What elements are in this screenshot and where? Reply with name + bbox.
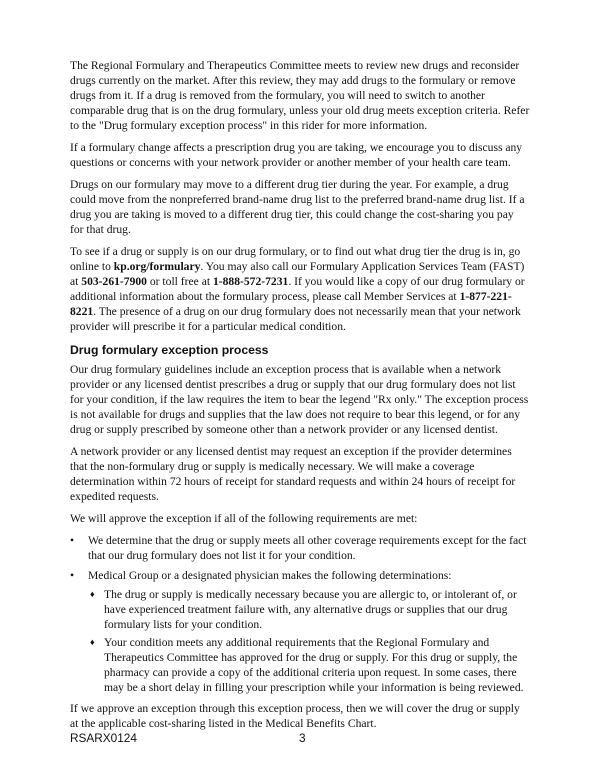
contact-text-2: . You may also call our Formulary Application Services Team (FAST) at (70, 260, 525, 288)
member-services-phone-number: 1-877-221-8221 (70, 290, 512, 318)
diamond-bullet-icon: ♦ (90, 589, 95, 599)
toll-free-phone-number: 1-888-572-7231 (212, 275, 289, 288)
bullet-icon: • (70, 534, 75, 547)
list-item (70, 533, 530, 563)
contact-text-1: To see if a drug or supply is on our drug formulary, or to find out what drug tier the drug is in, go online to (70, 245, 521, 273)
document-body (70, 58, 530, 738)
paragraph-exception-guidelines: Our drug formulary guidelines include an exception process that is available when a network provider or any licensed dentist prescribes a drug or supply that our drug formulary does not list for your condition, if the law requires the item to bear the legend "Rx only." The exception process is not available for drugs and supplies that the law does not require to bear this legend, or for any drug or supply prescribed by someone other than a network provider or any licensed dentist. (70, 363, 529, 436)
paragraph-committee-review: The Regional Formulary and Therapeutics Committee meets to review new drugs and reconsider drugs currently on the market. After this review, they may add drugs to the formulary or remove drugs from it. If a drug is removed from the formulary, you will need to switch to another comparable drug that is on the drug formulary, unless your old drug meets exception criteria. Refer to the "Drug formulary exception process" in this rider for more information. (70, 59, 530, 132)
page-number: 3 (299, 731, 306, 745)
paragraph-contact-info (70, 244, 530, 334)
paragraph-approved-coverage: If we approve an exception through this exception process, then we will cover the drug or supply at the applicable cost-sharing listed in the Medical Benefits Chart. (70, 702, 520, 730)
paragraph-approval-requirements: We will approve the exception if all of the following requirements are met: (70, 512, 418, 525)
document-code: RSARX0124 (70, 731, 137, 745)
sub-list-item (88, 587, 530, 632)
paragraph-formulary-change: If a formulary change affects a prescription drug you are taking, we encourage you to discuss any questions or concerns with your network provider or another member of your health care team. (70, 141, 523, 169)
paragraph-exception-request: A network provider or any licensed dentist may request an exception if the provider determines that the non-formulary drug or supply is medically necessary. We will make a coverage determination within 72 hours of receipt for standard requests and within 24 hours of receipt for expedited requests. (70, 445, 516, 503)
list-item-text: We determine that the drug or supply meets all other coverage requirements except for the fact that our drug formulary does not list it for your condition. (88, 534, 527, 562)
formulary-url: kp.org/formulary (113, 260, 201, 273)
paragraph-drug-tier-move: Drugs on our formulary may move to a different drug tier during the year. For example, a drug could move from the nonpreferred brand-name drug list to the preferred brand-name drug list. If a drug you are taking is moved to a different drug tier, this could change the cost-sharing you pay for that drug. (70, 178, 525, 236)
list-item (70, 568, 530, 695)
list-item-text: Medical Group or a designated physician makes the following determinations: (88, 569, 452, 582)
contact-text-5: . The presence of a drug on our drug formulary does not necessarily mean that your network provider will prescribe it for a particular medical condition. (70, 305, 521, 333)
requirements-list (70, 533, 530, 695)
contact-text-3: or toll free at (146, 275, 213, 288)
diamond-bullet-icon: ♦ (90, 637, 95, 647)
contact-text-4: . If you would like a copy of our drug formulary or additional information about the formulary process, please call Member Services at (70, 275, 525, 303)
bullet-icon: • (70, 569, 75, 582)
determinations-sublist (88, 587, 530, 695)
sub-list-item-text: Your condition meets any additional requirements that the Regional Formulary and Therapeutics Committee has approved for the drug or supply. For this drug or supply, the pharmacy can provide a copy of the additional criteria upon request. In some cases, there may be a short delay in filling your prescription while your information is being reviewed. (104, 636, 524, 694)
sub-list-item (88, 635, 530, 695)
section-heading-exception-process: Drug formulary exception process (70, 343, 269, 357)
sub-list-item-text: The drug or supply is medically necessary because you are allergic to, or intolerant of, or have experienced treatment failure with, any alternative drugs or supplies that our drug formulary lists for your condition. (104, 588, 517, 631)
fast-phone-number: 503-261-7900 (81, 275, 147, 288)
